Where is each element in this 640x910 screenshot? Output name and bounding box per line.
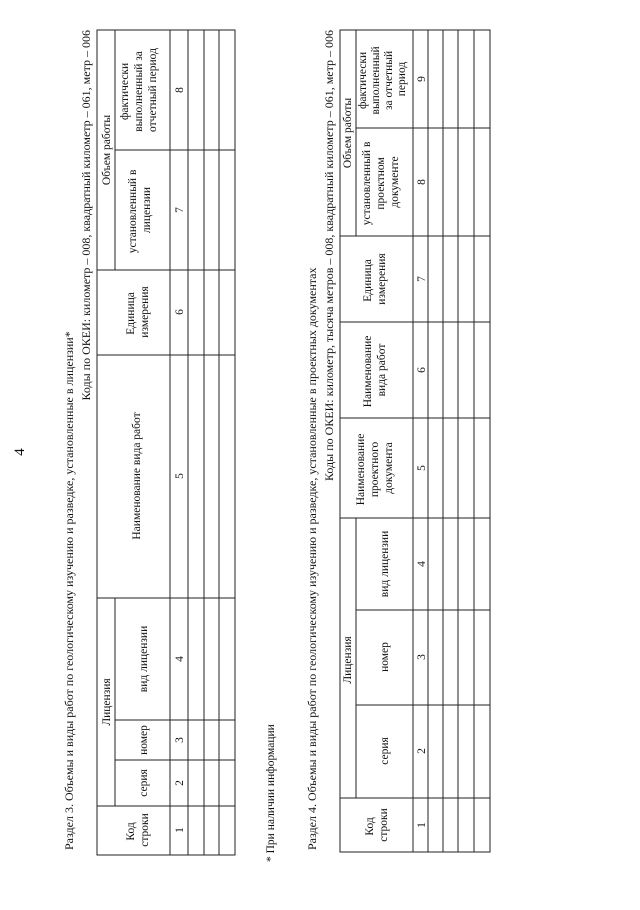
s3-license-type-header: вид лицензии <box>138 625 150 693</box>
s4-doc-name-header: Наименование проектного документа <box>355 433 395 506</box>
s4-series-header: серия <box>379 737 391 765</box>
s4-colnum: 1 <box>416 822 428 828</box>
s4-colnum: 5 <box>416 465 428 471</box>
s3-series-header: серия <box>138 769 150 797</box>
s3-colnum: 8 <box>174 87 186 93</box>
s4-colnum: 6 <box>416 367 428 373</box>
s4-number-header: номер <box>379 642 391 672</box>
s3-colnum: 7 <box>174 207 186 213</box>
s4-license-header: Лицензия <box>342 636 354 684</box>
s4-column-numbers <box>416 76 428 828</box>
s3-license-header: Лицензия <box>101 678 113 726</box>
s4-colnum: 3 <box>416 654 428 660</box>
section3-okei: Коды по ОКЕИ: километр – 008, квадратный километр – 061, метр – 006 <box>79 30 93 401</box>
s3-work-name-header: Наименование вида работ <box>131 412 143 540</box>
s3-colnum: 5 <box>174 473 186 479</box>
section3-table <box>97 30 235 855</box>
s3-colnum: 2 <box>174 780 186 786</box>
s4-colnum: 7 <box>416 276 428 282</box>
section4-title: Раздел 4. Объемы и виды работ по геологическому изучению и разведке, установленные в проектных документах <box>305 267 319 850</box>
section3-footnote: * При наличии информации <box>265 724 277 862</box>
s4-code-header: Код строки <box>364 808 390 842</box>
s3-colnum: 1 <box>174 827 186 833</box>
s4-project-header: установленный в проектном документе <box>361 141 401 226</box>
s3-unit-header: Единица измерения <box>125 286 151 338</box>
s4-colnum: 4 <box>416 561 428 567</box>
section4-okei: Коды по ОКЕИ: километр, тысяча метров – 008, квадратный километр – 061, метр – 006 <box>322 30 336 482</box>
s3-colnum: 3 <box>174 737 186 743</box>
s4-license-type-header: вид лицензии <box>379 530 391 598</box>
section3 <box>62 30 277 862</box>
s4-colnum: 8 <box>416 179 428 185</box>
s4-unit-header: Единица измерения <box>362 253 388 305</box>
s3-code-header: Код строки <box>125 813 151 847</box>
page-number: 4 <box>12 448 28 456</box>
s3-number-header: номер <box>138 725 150 755</box>
s3-colnum: 6 <box>174 309 186 315</box>
section4 <box>305 30 490 852</box>
s4-actual-header: фактически выполненный за отчетный период <box>357 46 408 115</box>
section3-title: Раздел 3. Объемы и виды работ по геологическому изучению и разведке, установленные в лицензии* <box>62 331 76 850</box>
s4-volume-header: Объем работы <box>342 97 354 169</box>
s3-licensed-header: установленный в лицензии <box>127 169 153 254</box>
s4-colnum: 2 <box>416 748 428 754</box>
s3-column-numbers <box>174 87 186 833</box>
s3-volume-header: Объем работы <box>101 114 113 186</box>
s3-actual-header: фактически выполненный за отчетный период <box>119 48 159 132</box>
s4-colnum: 9 <box>416 76 428 82</box>
s3-colnum: 4 <box>174 656 186 662</box>
s4-work-name-header: Наименование вида работ <box>362 335 388 408</box>
